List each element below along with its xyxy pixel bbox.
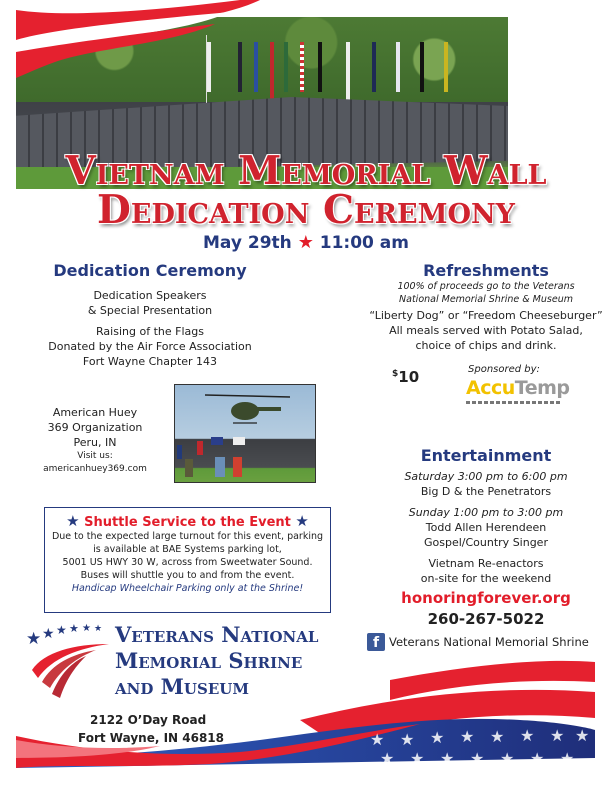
flag bbox=[270, 42, 274, 102]
svg-text:★: ★ bbox=[370, 730, 385, 749]
shuttle-heading-text: Shuttle Service to the Event bbox=[84, 515, 291, 530]
flag bbox=[444, 42, 448, 92]
org-name-line: Memorial Shrine bbox=[115, 648, 303, 673]
sunday-act: Todd Allen Herendeen bbox=[425, 521, 547, 534]
svg-text:★: ★ bbox=[26, 629, 42, 649]
proceeds-note: National Memorial Shrine & Museum bbox=[399, 294, 573, 305]
dedication-line: Dedication Speakers bbox=[93, 289, 207, 302]
svg-text:★: ★ bbox=[490, 727, 505, 746]
dedication-line: & Special Presentation bbox=[87, 304, 213, 317]
flag bbox=[284, 42, 288, 92]
accutemp-logo bbox=[466, 377, 570, 399]
logo-part: Accu bbox=[466, 377, 515, 399]
sunday-time: Sunday 1:00 pm to 3:00 pm bbox=[408, 506, 564, 519]
shrine-address bbox=[78, 711, 224, 747]
dedication-line: Donated by the Air Force Association bbox=[48, 340, 252, 353]
flag bbox=[420, 42, 424, 92]
event-date: May 29th bbox=[203, 233, 292, 253]
svg-text:★: ★ bbox=[530, 749, 545, 768]
svg-text:★: ★ bbox=[430, 728, 445, 747]
shrine-logo-text bbox=[115, 622, 318, 700]
address-city: Fort Wayne, IN 46818 bbox=[78, 731, 224, 745]
facebook-page-name: Veterans National Memorial Shrine bbox=[389, 635, 589, 649]
huey-line: 369 Organization bbox=[47, 421, 143, 434]
flag bbox=[372, 42, 376, 92]
helicopter-icon bbox=[175, 385, 316, 483]
logo-part: Temp bbox=[514, 377, 570, 399]
currency-symbol: $ bbox=[392, 369, 399, 379]
svg-text:★: ★ bbox=[94, 624, 103, 634]
dedication-heading: Dedication Ceremony bbox=[53, 261, 247, 280]
menu-items: “Liberty Dog” or “Freedom Cheeseburger” bbox=[369, 309, 603, 322]
reenactors-line: on-site for the weekend bbox=[420, 572, 552, 585]
dedication-line: Fort Wayne Chapter 143 bbox=[82, 355, 218, 368]
shuttle-line: Due to the expected large turnout for this event, parking bbox=[51, 531, 324, 542]
sunday-act: Gospel/Country Singer bbox=[424, 536, 548, 549]
price-value: 10 bbox=[398, 368, 420, 386]
star-icon: ★ bbox=[295, 512, 309, 530]
flag bbox=[318, 42, 322, 92]
huey-info bbox=[25, 405, 165, 476]
facebook-icon: f bbox=[367, 633, 385, 651]
flag-wave-top-decoration bbox=[0, 0, 260, 80]
shuttle-line: Buses will shuttle you to and from the event. bbox=[80, 570, 295, 581]
flag bbox=[346, 42, 350, 100]
dedication-line: Raising of the Flags bbox=[96, 325, 204, 338]
svg-text:★: ★ bbox=[560, 749, 575, 768]
svg-text:★: ★ bbox=[42, 626, 55, 642]
meal-price bbox=[392, 368, 419, 386]
huey-line: Peru, IN bbox=[73, 436, 117, 449]
svg-text:★: ★ bbox=[550, 726, 565, 745]
title-line-2: Dedication Ceremony bbox=[97, 187, 515, 233]
shuttle-heading bbox=[51, 512, 324, 530]
svg-text:★: ★ bbox=[69, 622, 79, 635]
us-flag bbox=[300, 42, 304, 92]
refreshments-heading: Refreshments bbox=[423, 261, 549, 280]
star-icon: ★ bbox=[66, 512, 80, 530]
handicap-parking-note: Handicap Wheelchair Parking only at the Shrine! bbox=[71, 583, 304, 594]
svg-text:★: ★ bbox=[500, 749, 515, 768]
huey-line: American Huey bbox=[52, 406, 138, 419]
svg-text:★: ★ bbox=[410, 749, 425, 768]
svg-text:★: ★ bbox=[82, 623, 91, 634]
svg-text:★: ★ bbox=[575, 726, 590, 745]
phone-number: 260-267-5022 bbox=[427, 610, 545, 628]
svg-text:★: ★ bbox=[460, 727, 475, 746]
menu-line: All meals served with Potato Salad, bbox=[389, 324, 583, 337]
website-link[interactable]: honoringforever.org bbox=[401, 589, 571, 607]
flag bbox=[396, 42, 400, 92]
menu-line: choice of chips and drink. bbox=[415, 339, 557, 352]
huey-helicopter-photo bbox=[174, 384, 316, 483]
star-icon: ★ bbox=[297, 232, 314, 253]
svg-text:★: ★ bbox=[56, 623, 67, 637]
proceeds-note: 100% of proceeds go to the Veterans bbox=[397, 281, 575, 292]
svg-text:★: ★ bbox=[400, 730, 415, 749]
svg-text:★: ★ bbox=[520, 726, 535, 745]
accutemp-tagline bbox=[466, 401, 562, 404]
reenactors-line: Vietnam Re-enactors bbox=[428, 557, 544, 570]
svg-text:★: ★ bbox=[380, 749, 395, 768]
huey-website: Visit us: americanhuey369.com bbox=[43, 451, 147, 474]
sponsor-label: Sponsored by: bbox=[468, 364, 540, 375]
title-line-1: Vietnam Memorial Wall bbox=[65, 148, 547, 194]
org-name-line: and Museum bbox=[115, 674, 249, 699]
org-name-line: Veterans National bbox=[115, 622, 319, 647]
saturday-act: Big D & the Penetrators bbox=[420, 485, 552, 498]
svg-text:★: ★ bbox=[470, 749, 485, 768]
shuttle-line: is available at BAE Systems parking lot, bbox=[93, 544, 282, 555]
dedication-section bbox=[20, 261, 280, 369]
shrine-logo-swoosh bbox=[24, 622, 124, 702]
shuttle-info-box bbox=[44, 507, 331, 613]
entertainment-section bbox=[360, 446, 612, 586]
event-time: 11:00 am bbox=[319, 233, 409, 253]
event-date-time bbox=[0, 232, 612, 253]
refreshments-section bbox=[360, 261, 612, 353]
entertainment-heading: Entertainment bbox=[420, 446, 552, 465]
svg-text:★: ★ bbox=[440, 749, 455, 768]
shuttle-line: 5001 US HWY 30 W, across from Sweetwater Sound. bbox=[62, 557, 313, 568]
saturday-time: Saturday 3:00 pm to 6:00 pm bbox=[404, 470, 568, 483]
address-street: 2122 O’Day Road bbox=[90, 713, 207, 727]
